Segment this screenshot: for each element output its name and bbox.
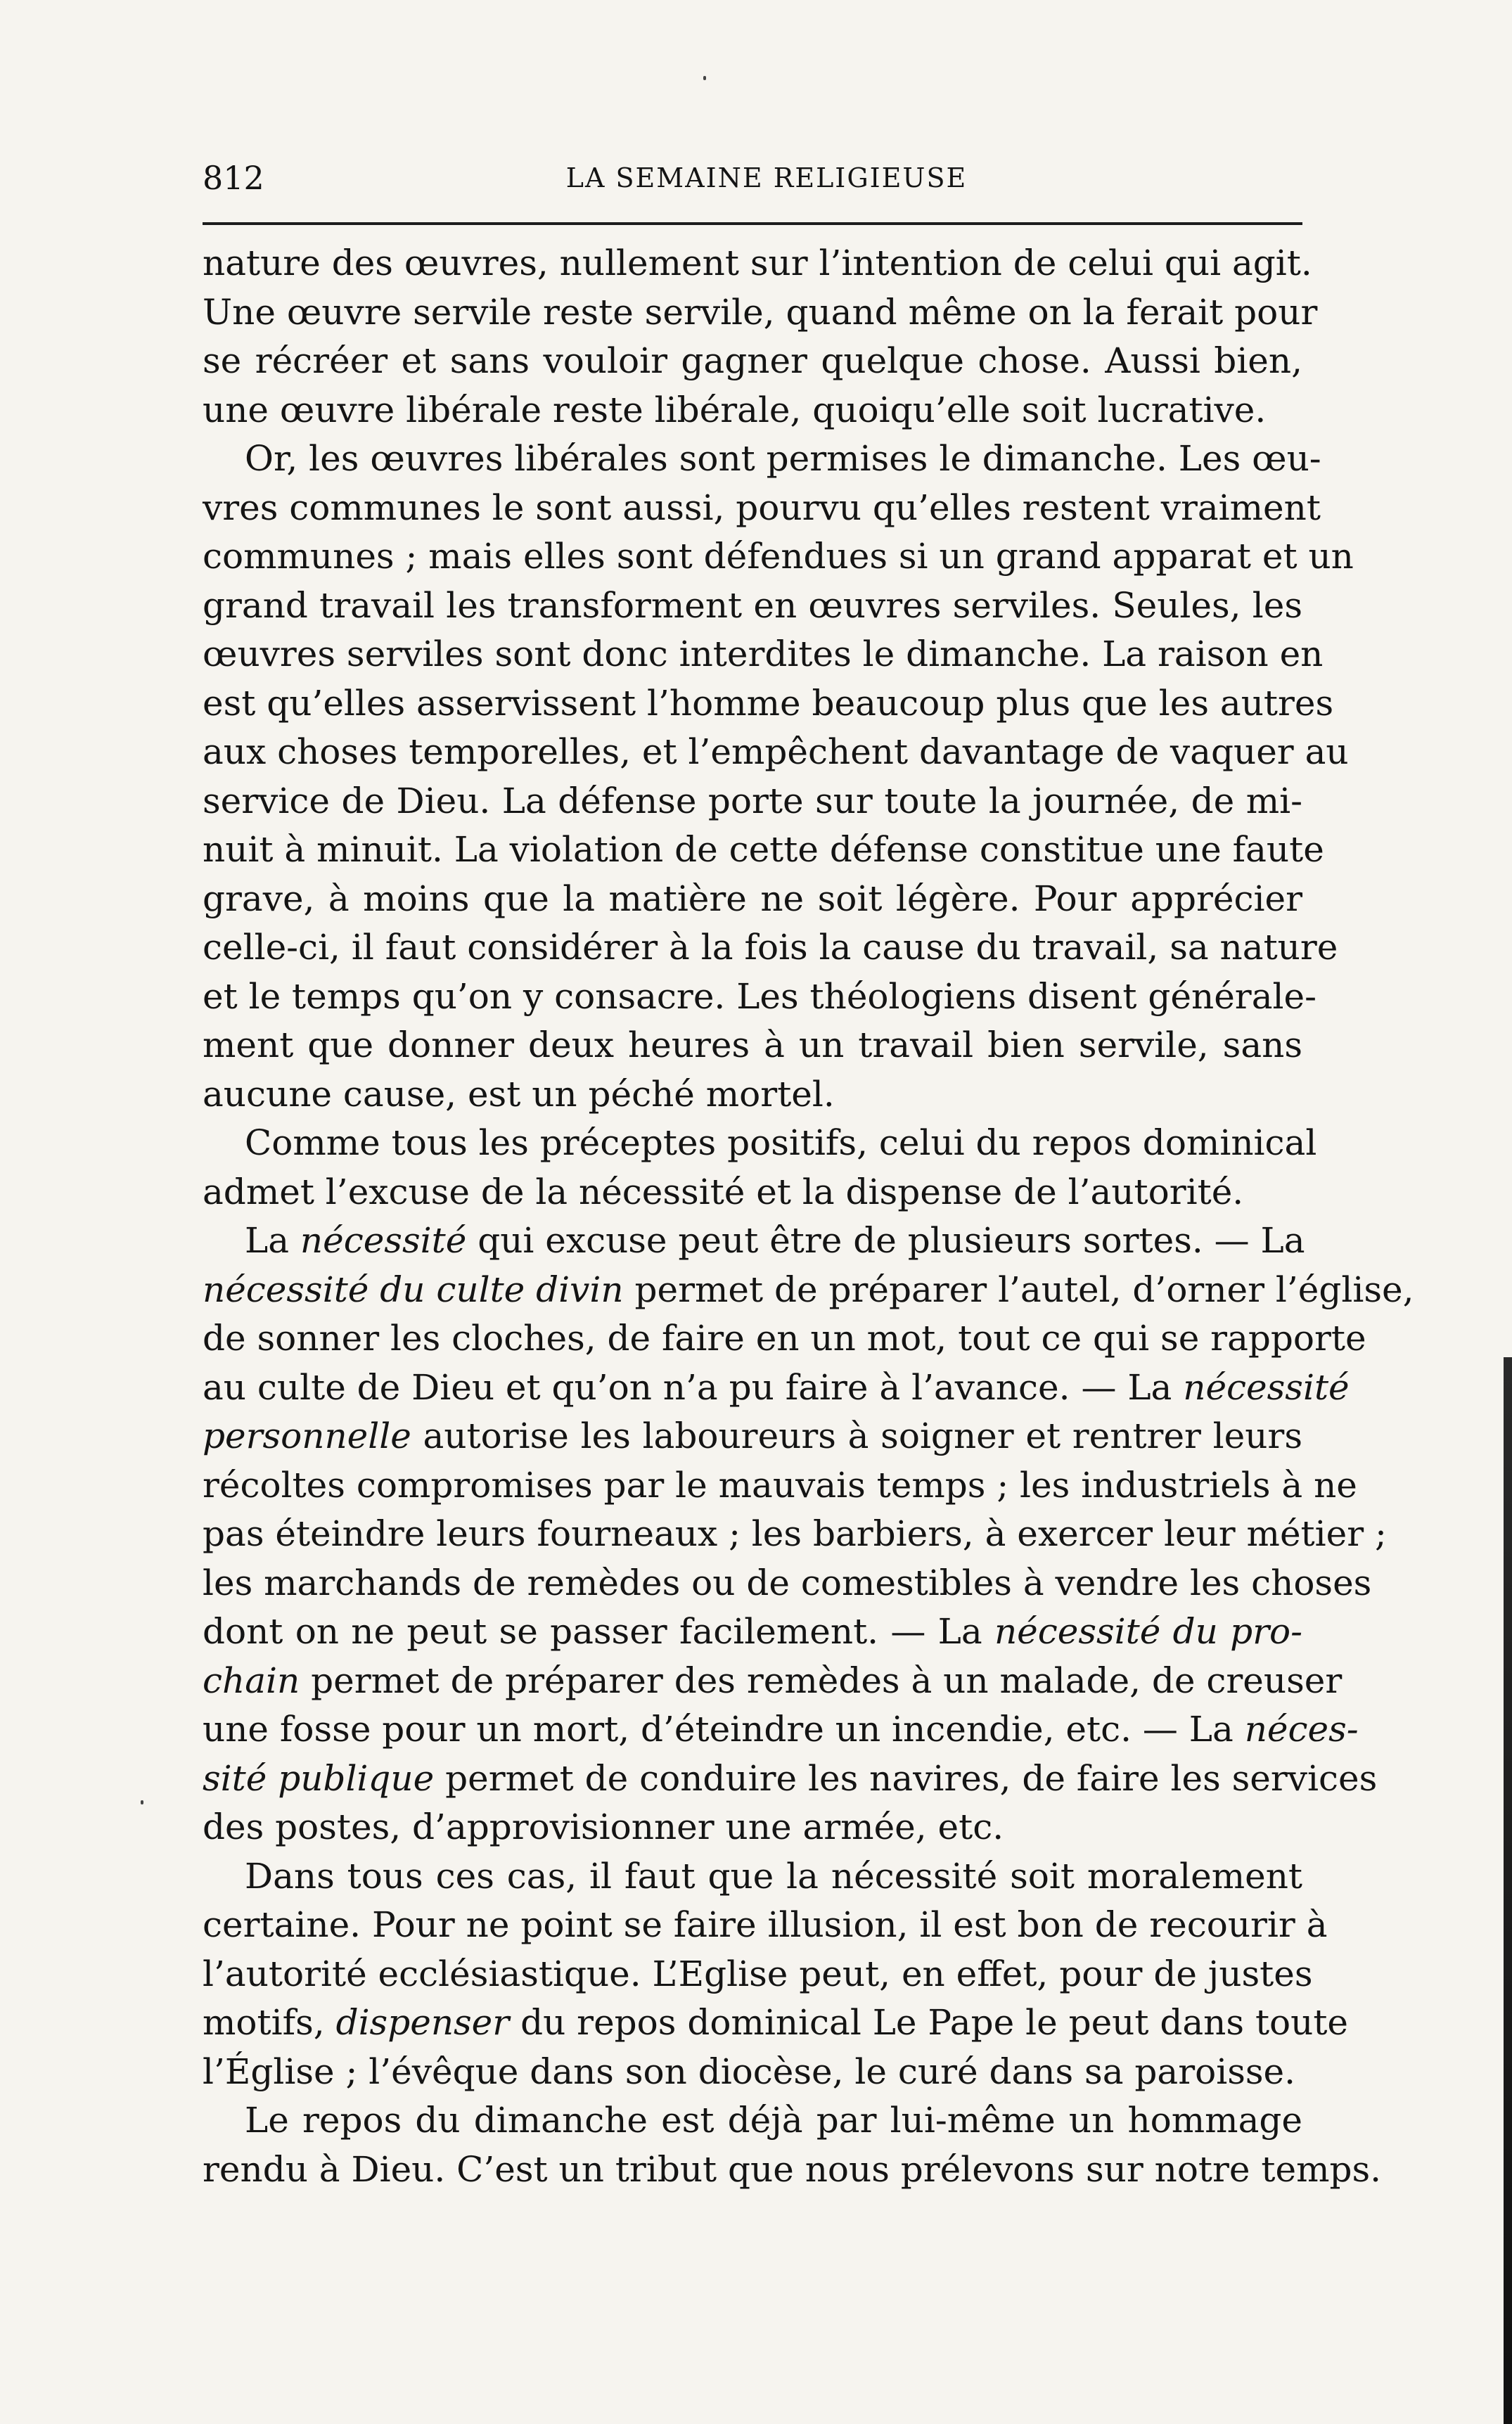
text-line: et le temps qu’on y consacre. Les théologiens disent générale-	[203, 975, 1316, 1017]
text-line: Comme tous les préceptes positifs, celui du repos dominical	[245, 1122, 1317, 1163]
text-line: de sonner les cloches, de faire en un mot, tout ce qui se rapporte	[203, 1318, 1366, 1359]
text-line: aucune cause, est un péché mortel.	[203, 1073, 835, 1115]
paragraph-3	[203, 1119, 1317, 1217]
italic-term: nécessité du pro-	[994, 1611, 1302, 1652]
text-line: grave, à moins que la matière ne soit légère. Pour apprécier	[203, 878, 1302, 919]
italic-term: sité publique	[203, 1757, 435, 1799]
text-line: récoltes compromises par le mauvais temps ; les industriels à ne	[203, 1464, 1357, 1506]
text-line: rendu à Dieu. C’est un tribut que nous prélevons sur notre temps.	[203, 2148, 1382, 2190]
body-text	[203, 239, 1414, 2194]
text-line: Une œuvre servile reste servile, quand même on la ferait pour	[203, 291, 1318, 333]
text-line: une fosse pour un mort, d’éteindre un incendie, etc. — La néces-	[203, 1709, 1359, 1750]
text-line: nécessité du culte divin permet de préparer l’autel, d’orner l’église,	[203, 1269, 1414, 1310]
running-title: LA SEMAINE RELIGIEUSE	[565, 162, 968, 193]
italic-term: nécessité du culte divin	[203, 1269, 624, 1310]
text-line: sité publique permet de conduire les navires, de faire les services	[203, 1757, 1378, 1799]
text-line: des postes, d’approvisionner une armée, etc.	[203, 1807, 1004, 1847]
text-line: chain permet de préparer des remèdes à un malade, de creuser	[203, 1660, 1343, 1701]
text-line: motifs, dispenser du repos dominical Le Pape le peut dans toute	[203, 2002, 1349, 2043]
text-line: admet l’excuse de la nécessité et la dispense de l’autorité.	[203, 1171, 1244, 1212]
paragraph-5	[203, 1852, 1349, 2097]
text-line: l’Église ; l’évêque dans son diocèse, le curé dans sa paroisse.	[203, 2051, 1296, 2092]
scan-edge-shadow	[1504, 1357, 1512, 2424]
italic-term: chain	[203, 1660, 300, 1701]
italic-term: personnelle	[203, 1416, 411, 1456]
text-line: dont on ne peut se passer facilement. — La nécessité du pro-	[203, 1611, 1302, 1652]
text-line: œuvres serviles sont donc interdites le dimanche. La raison en	[203, 634, 1324, 674]
text-line: Dans tous ces cas, il faut que la nécessité soit moralement	[245, 1855, 1302, 1897]
text-line: se récréer et sans vouloir gagner quelque chose. Aussi bien,	[203, 340, 1302, 381]
text-line: grand travail les transforment en œuvres serviles. Seules, les	[203, 584, 1302, 626]
paragraph-6	[203, 2096, 1382, 2194]
text-line: une œuvre libérale reste libérale, quoiqu’elle soit lucrative.	[203, 389, 1267, 430]
text-line: l’autorité ecclésiastique. L’Eglise peut, en effet, pour de justes	[203, 1953, 1313, 1994]
text-line: ment que donner deux heures à un travail bien servile, sans	[203, 1025, 1302, 1065]
italic-term: nécessité	[300, 1220, 467, 1261]
text-line: les marchands de remèdes ou de comestibles à vendre les choses	[203, 1562, 1372, 1603]
text-line: La nécessité qui excuse peut être de plusieurs sortes. — La	[245, 1220, 1305, 1261]
text-line: vres communes le sont aussi, pourvu qu’elles restent vraiment	[203, 487, 1321, 528]
text-line: personnelle autorise les laboureurs à soigner et rentrer leurs	[203, 1416, 1302, 1456]
text-line: est qu’elles asservissent l’homme beaucoup plus que les autres	[203, 682, 1334, 724]
paragraph-2	[203, 435, 1354, 1119]
text-line: nature des œuvres, nullement sur l’intention de celui qui agit.	[203, 243, 1312, 283]
page-header	[203, 153, 1302, 203]
text-line: au culte de Dieu et qu’on n’a pu faire à l’avance. — La nécessité	[203, 1366, 1350, 1408]
italic-term: nécessité	[1183, 1366, 1350, 1408]
text-line: Le repos du dimanche est déjà par lui-même un hommage	[245, 2100, 1302, 2141]
text-line: nuit à minuit. La violation de cette défense constitue une faute	[203, 829, 1324, 870]
text-line: certaine. Pour ne point se faire illusion, il est bon de recourir à	[203, 1904, 1328, 1945]
scan-speck	[141, 1800, 143, 1804]
text-line: aux choses temporelles, et l’empêchent davantage de vaquer au	[203, 731, 1349, 772]
header-rule	[203, 222, 1302, 225]
paragraph-4	[203, 1217, 1414, 1852]
scan-speck	[703, 76, 706, 80]
text-line: communes ; mais elles sont défendues si un grand apparat et un	[203, 536, 1354, 577]
text-line: Or, les œuvres libérales sont permises le dimanche. Les œu-	[245, 438, 1321, 479]
paragraph-1	[203, 239, 1318, 435]
page-number: 812	[203, 159, 264, 197]
text-line: pas éteindre leurs fourneaux ; les barbiers, à exercer leur métier ;	[203, 1513, 1387, 1554]
italic-term: dispenser	[335, 2002, 510, 2043]
text-line: celle-ci, il faut considérer à la fois la cause du travail, sa nature	[203, 927, 1338, 968]
text-line: service de Dieu. La défense porte sur toute la journée, de mi-	[203, 780, 1302, 821]
italic-term: néces-	[1244, 1709, 1359, 1750]
